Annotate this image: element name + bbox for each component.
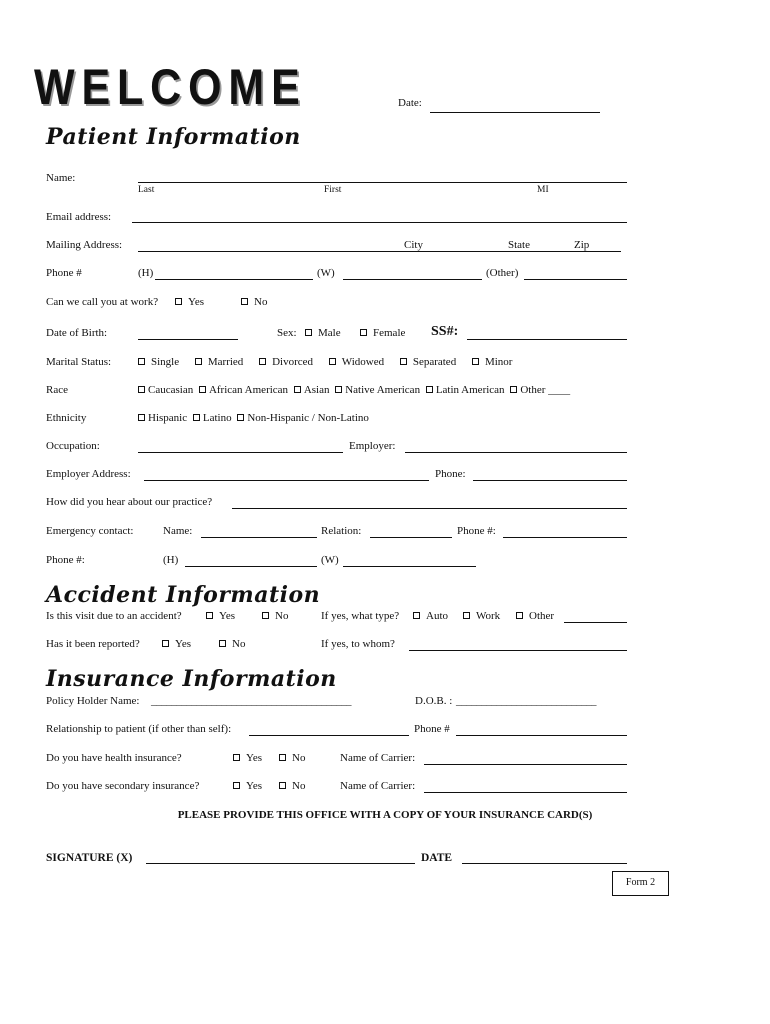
date-field[interactable] bbox=[430, 112, 600, 113]
ec-home-label: (H) bbox=[163, 554, 179, 566]
ethnicity-label: Ethnicity bbox=[46, 412, 87, 424]
zip-label: Zip bbox=[574, 239, 590, 251]
accident-whom-label: If yes, to whom? bbox=[321, 638, 395, 650]
checkbox-icon bbox=[279, 754, 286, 761]
name-first-caption: First bbox=[324, 185, 342, 195]
employer-label: Employer: bbox=[349, 440, 396, 452]
ec-phone-field[interactable] bbox=[503, 537, 627, 538]
checkbox-icon bbox=[219, 640, 226, 647]
ss-field[interactable] bbox=[467, 339, 627, 340]
relationship-field[interactable] bbox=[249, 735, 409, 736]
checkbox-icon bbox=[329, 358, 336, 365]
checkbox-icon bbox=[335, 386, 342, 393]
hear-field[interactable] bbox=[232, 508, 627, 509]
marital-married[interactable]: Married bbox=[195, 356, 243, 368]
checkbox-icon bbox=[233, 782, 240, 789]
employer-phone-field[interactable] bbox=[473, 480, 627, 481]
checkbox-icon bbox=[279, 782, 286, 789]
checkbox-icon bbox=[400, 358, 407, 365]
phone-label: Phone # bbox=[46, 267, 82, 279]
accident-type-work[interactable]: Work bbox=[463, 610, 500, 622]
occupation-field[interactable] bbox=[138, 452, 343, 453]
sex-female[interactable]: Female bbox=[360, 327, 405, 339]
city-label: City bbox=[404, 239, 423, 251]
ec-phone-label: Phone #: bbox=[457, 525, 496, 537]
sex-label: Sex: bbox=[277, 327, 297, 339]
accident-reported-label: Has it been reported? bbox=[46, 638, 140, 650]
checkbox-icon bbox=[510, 386, 517, 393]
health-insurance-label: Do you have health insurance? bbox=[46, 752, 182, 764]
call-work-label: Can we call you at work? bbox=[46, 296, 159, 308]
insurance-info-heading: Insurance Information bbox=[46, 666, 337, 692]
phone-work-field[interactable] bbox=[343, 279, 482, 280]
phone-home-label: (H) bbox=[138, 267, 154, 279]
dob-field[interactable] bbox=[138, 339, 238, 340]
checkbox-icon bbox=[413, 612, 420, 619]
name-label: Name: bbox=[46, 172, 76, 184]
date-label: Date: bbox=[398, 97, 422, 109]
sex-male[interactable]: Male bbox=[305, 327, 341, 339]
marital-single[interactable]: Single bbox=[138, 356, 179, 368]
race-options bbox=[138, 384, 570, 396]
name-mi-caption: MI bbox=[537, 185, 549, 195]
checkbox-icon bbox=[516, 612, 523, 619]
checkbox-icon bbox=[241, 298, 248, 305]
secondary-insurance-label: Do you have secondary insurance? bbox=[46, 780, 200, 792]
name-field[interactable] bbox=[138, 182, 627, 183]
accident-due-no[interactable]: No bbox=[262, 610, 288, 622]
accident-info-heading: Accident Information bbox=[46, 582, 321, 608]
race-native-american[interactable]: Native American bbox=[335, 384, 420, 396]
hear-label: How did you hear about our practice? bbox=[46, 496, 213, 508]
accident-type-auto[interactable]: Auto bbox=[413, 610, 448, 622]
ec-work-label: (W) bbox=[321, 554, 339, 566]
checkbox-icon bbox=[233, 754, 240, 761]
accident-due-label: Is this visit due to an accident? bbox=[46, 610, 182, 622]
health-insurance-no[interactable]: No bbox=[279, 752, 305, 764]
race-asian[interactable]: Asian bbox=[294, 384, 330, 396]
accident-whom-field[interactable] bbox=[409, 650, 627, 651]
mailing-label: Mailing Address: bbox=[46, 239, 123, 251]
ec-relation-field[interactable] bbox=[370, 537, 452, 538]
employer-field[interactable] bbox=[405, 452, 627, 453]
employer-phone-label: Phone: bbox=[435, 468, 466, 480]
mailing-field[interactable] bbox=[138, 251, 621, 252]
phone-work-label: (W) bbox=[317, 267, 335, 279]
phone-other-label: (Other) bbox=[486, 267, 519, 279]
secondary-insurance-yes[interactable]: Yes bbox=[233, 780, 262, 792]
ec-name-field[interactable] bbox=[201, 537, 317, 538]
checkbox-icon bbox=[175, 298, 182, 305]
signature-date-field[interactable] bbox=[462, 863, 627, 864]
accident-type-other[interactable]: Other bbox=[516, 610, 554, 622]
patient-info-heading: Patient Information bbox=[46, 124, 301, 150]
accident-reported-no[interactable]: No bbox=[219, 638, 245, 650]
marital-widowed[interactable]: Widowed bbox=[329, 356, 384, 368]
phone-home-field[interactable] bbox=[155, 279, 313, 280]
ethnicity-hispanic[interactable]: Hispanic bbox=[138, 412, 187, 424]
marital-options bbox=[138, 356, 512, 368]
marital-divorced[interactable]: Divorced bbox=[259, 356, 313, 368]
secondary-insurance-no[interactable]: No bbox=[279, 780, 305, 792]
welcome-title: WELCOME bbox=[34, 59, 307, 115]
checkbox-icon bbox=[259, 358, 266, 365]
employer-address-label: Employer Address: bbox=[46, 468, 131, 480]
phone-other-field[interactable] bbox=[524, 279, 627, 280]
ethnicity-options bbox=[138, 412, 369, 424]
insurance-dob-label: D.O.B. : bbox=[415, 695, 453, 707]
accident-type-label: If yes, what type? bbox=[321, 610, 400, 622]
checkbox-icon bbox=[360, 329, 367, 336]
marital-label: Marital Status: bbox=[46, 356, 112, 368]
ec-work-field[interactable] bbox=[343, 566, 476, 567]
checkbox-icon bbox=[426, 386, 433, 393]
checkbox-icon bbox=[262, 612, 269, 619]
email-label: Email address: bbox=[46, 211, 112, 223]
ss-label: SS#: bbox=[431, 324, 459, 339]
ec-relation-label: Relation: bbox=[321, 525, 362, 537]
checkbox-icon bbox=[199, 386, 206, 393]
insurance-card-notice: PLEASE PROVIDE THIS OFFICE WITH A COPY OF YOUR INSURANCE CARD(S) bbox=[177, 809, 593, 821]
accident-due-yes[interactable]: Yes bbox=[206, 610, 235, 622]
checkbox-icon bbox=[206, 612, 213, 619]
name-last-caption: Last bbox=[138, 185, 155, 195]
holder-field[interactable]: ________________________________________ bbox=[151, 695, 351, 707]
race-latin-american[interactable]: Latin American bbox=[426, 384, 505, 396]
checkbox-icon bbox=[305, 329, 312, 336]
relationship-label: Relationship to patient (if other than self): bbox=[46, 723, 232, 735]
checkbox-icon bbox=[195, 358, 202, 365]
insurance-phone-label: Phone # bbox=[414, 723, 450, 735]
checkbox-icon bbox=[472, 358, 479, 365]
emergency-label: Emergency contact: bbox=[46, 525, 134, 537]
accident-reported-yes[interactable]: Yes bbox=[162, 638, 191, 650]
checkbox-icon bbox=[138, 358, 145, 365]
ec-home-field[interactable] bbox=[185, 566, 317, 567]
form-number-box: Form 2 bbox=[612, 871, 669, 896]
marital-separated[interactable]: Separated bbox=[400, 356, 456, 368]
checkbox-icon bbox=[138, 414, 145, 421]
call-work-no[interactable]: No bbox=[241, 296, 267, 308]
carrier-label: Name of Carrier: bbox=[340, 752, 416, 764]
employer-address-field[interactable] bbox=[144, 480, 429, 481]
checkbox-icon bbox=[294, 386, 301, 393]
checkbox-icon bbox=[138, 386, 145, 393]
signature-label: SIGNATURE (X) bbox=[46, 852, 133, 864]
marital-minor[interactable]: Minor bbox=[472, 356, 513, 368]
secondary-carrier-label: Name of Carrier: bbox=[340, 780, 416, 792]
race-label: Race bbox=[46, 384, 68, 396]
checkbox-icon bbox=[162, 640, 169, 647]
health-insurance-yes[interactable]: Yes bbox=[233, 752, 262, 764]
checkbox-icon bbox=[193, 414, 200, 421]
accident-other-field[interactable] bbox=[564, 622, 627, 623]
insurance-dob-field[interactable]: ____________________________ bbox=[456, 695, 596, 707]
ethnicity-latino[interactable]: Latino bbox=[193, 412, 232, 424]
ec-phone2-label: Phone #: bbox=[46, 554, 85, 566]
race-caucasian[interactable]: Caucasian bbox=[138, 384, 193, 396]
checkbox-icon bbox=[237, 414, 244, 421]
occupation-label: Occupation: bbox=[46, 440, 100, 452]
secondary-carrier-field[interactable] bbox=[424, 792, 627, 793]
ec-name-label: Name: bbox=[163, 525, 193, 537]
ethnicity-non-hispanic[interactable]: Non-Hispanic / Non-Latino bbox=[237, 412, 369, 424]
dob-label: Date of Birth: bbox=[46, 327, 108, 339]
race-african-american[interactable]: African American bbox=[199, 384, 288, 396]
carrier-field[interactable] bbox=[424, 764, 627, 765]
state-label: State bbox=[508, 239, 530, 251]
race-other[interactable]: Other ____ bbox=[510, 384, 570, 396]
checkbox-icon bbox=[463, 612, 470, 619]
call-work-yes[interactable]: Yes bbox=[175, 296, 204, 308]
insurance-phone-field[interactable] bbox=[456, 735, 627, 736]
holder-label: Policy Holder Name: bbox=[46, 695, 140, 707]
signature-date-label: DATE bbox=[421, 852, 453, 864]
email-field[interactable] bbox=[132, 222, 627, 223]
signature-field[interactable] bbox=[146, 863, 415, 864]
